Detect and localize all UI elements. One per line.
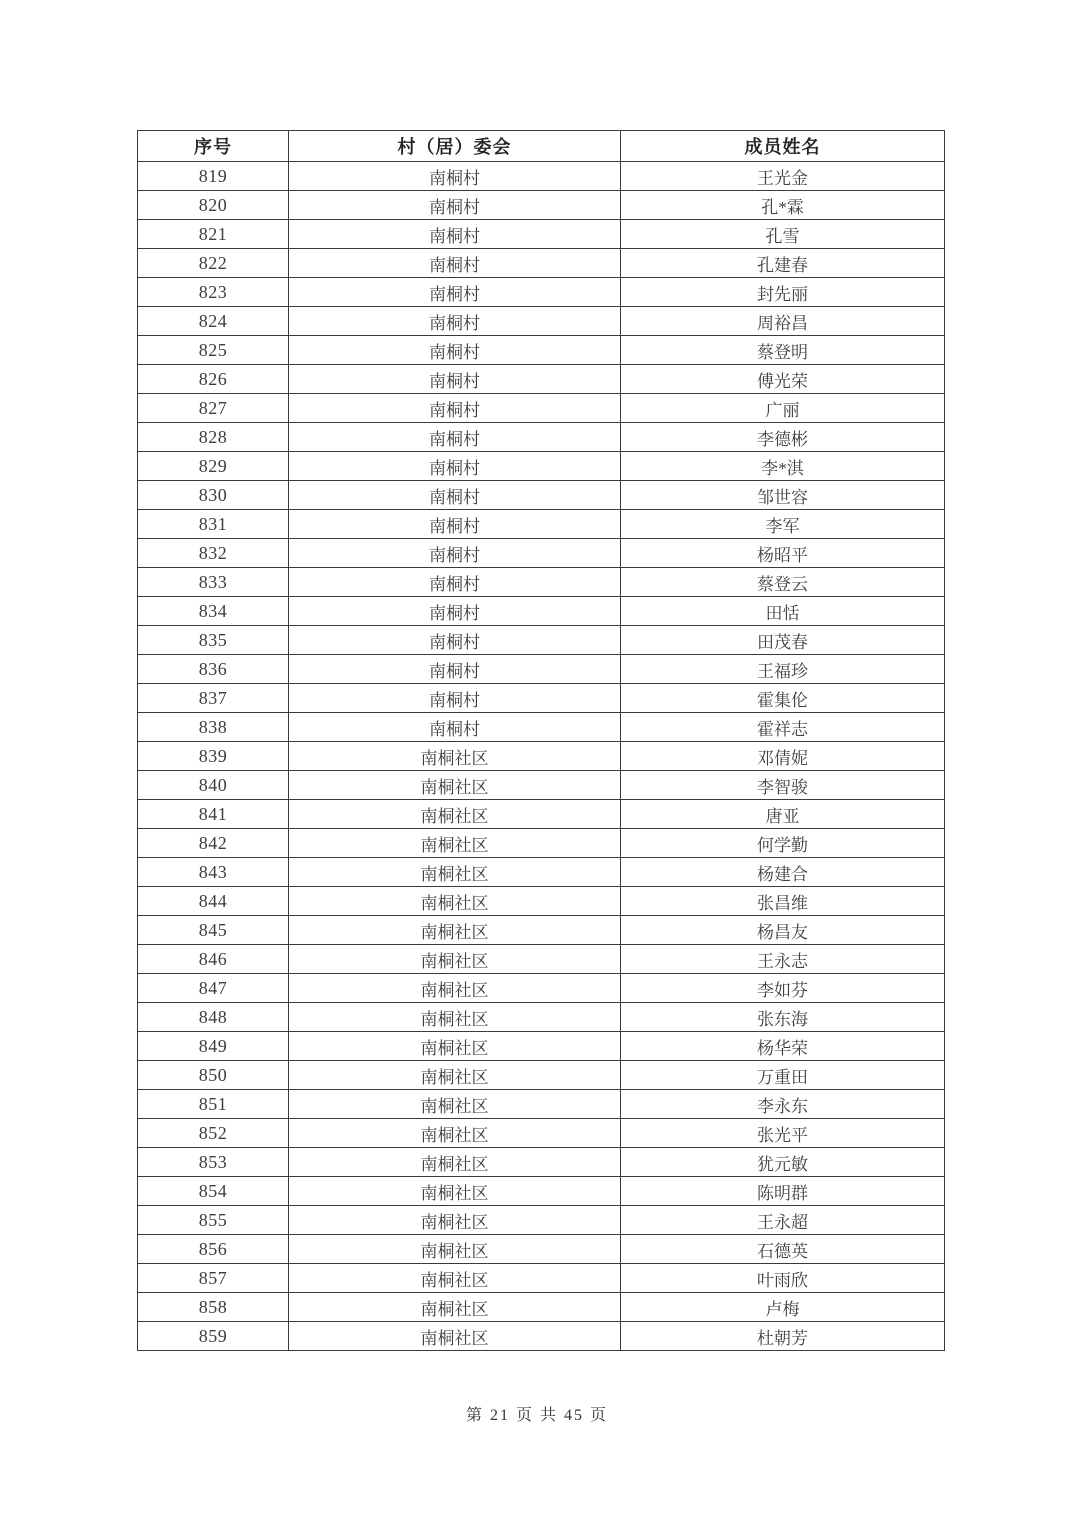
table-row [138, 1206, 945, 1235]
cell-serial-number: 822 [138, 249, 289, 278]
cell-serial-number: 855 [138, 1206, 289, 1235]
cell-member-name: 王永超 [621, 1206, 945, 1235]
cell-committee: 南桐社区 [289, 800, 621, 829]
table-row [138, 162, 945, 191]
cell-serial-number: 828 [138, 423, 289, 452]
cell-serial-number: 849 [138, 1032, 289, 1061]
table-row [138, 1293, 945, 1322]
cell-member-name: 田恬 [621, 597, 945, 626]
cell-serial-number: 826 [138, 365, 289, 394]
table-row [138, 945, 945, 974]
table-row [138, 829, 945, 858]
cell-serial-number: 837 [138, 684, 289, 713]
cell-serial-number: 853 [138, 1148, 289, 1177]
table-row [138, 916, 945, 945]
cell-member-name: 孔雪 [621, 220, 945, 249]
cell-committee: 南桐村 [289, 249, 621, 278]
cell-committee: 南桐村 [289, 191, 621, 220]
page-number-footer: 第 21 页 共 45 页 [465, 1407, 608, 1424]
cell-committee: 南桐社区 [289, 974, 621, 1003]
cell-committee: 南桐社区 [289, 1090, 621, 1119]
cell-member-name: 蔡登明 [621, 336, 945, 365]
cell-committee: 南桐村 [289, 423, 621, 452]
cell-serial-number: 832 [138, 539, 289, 568]
cell-committee: 南桐社区 [289, 858, 621, 887]
cell-serial-number: 859 [138, 1322, 289, 1351]
header-member-name: 成员姓名 [621, 131, 945, 162]
cell-committee: 南桐村 [289, 510, 621, 539]
cell-serial-number: 842 [138, 829, 289, 858]
table-row [138, 191, 945, 220]
table-row [138, 742, 945, 771]
cell-committee: 南桐村 [289, 365, 621, 394]
cell-serial-number: 854 [138, 1177, 289, 1206]
table-row [138, 1264, 945, 1293]
cell-member-name: 陈明群 [621, 1177, 945, 1206]
members-table [137, 130, 945, 1351]
cell-member-name: 卢梅 [621, 1293, 945, 1322]
cell-committee: 南桐社区 [289, 1061, 621, 1090]
table-row [138, 1119, 945, 1148]
cell-committee: 南桐社区 [289, 1148, 621, 1177]
cell-serial-number: 840 [138, 771, 289, 800]
table-row [138, 278, 945, 307]
cell-member-name: 唐亚 [621, 800, 945, 829]
cell-committee: 南桐社区 [289, 1003, 621, 1032]
table-row [138, 539, 945, 568]
cell-committee: 南桐村 [289, 597, 621, 626]
cell-member-name: 张东海 [621, 1003, 945, 1032]
cell-serial-number: 845 [138, 916, 289, 945]
cell-member-name: 杨华荣 [621, 1032, 945, 1061]
header-committee: 村（居）委会 [289, 131, 621, 162]
cell-serial-number: 852 [138, 1119, 289, 1148]
cell-committee: 南桐村 [289, 336, 621, 365]
table-row [138, 684, 945, 713]
table-row [138, 1235, 945, 1264]
table-header-row [138, 131, 945, 162]
cell-serial-number: 820 [138, 191, 289, 220]
table-row [138, 655, 945, 684]
table-row [138, 220, 945, 249]
table-row [138, 336, 945, 365]
cell-serial-number: 823 [138, 278, 289, 307]
table-row [138, 626, 945, 655]
cell-committee: 南桐社区 [289, 916, 621, 945]
table-row [138, 887, 945, 916]
cell-committee: 南桐村 [289, 481, 621, 510]
cell-member-name: 杨昭平 [621, 539, 945, 568]
cell-member-name: 广丽 [621, 394, 945, 423]
table-row [138, 365, 945, 394]
table-row [138, 1090, 945, 1119]
cell-member-name: 李*淇 [621, 452, 945, 481]
table-row [138, 423, 945, 452]
table-row [138, 1032, 945, 1061]
cell-member-name: 万重田 [621, 1061, 945, 1090]
cell-committee: 南桐社区 [289, 742, 621, 771]
cell-serial-number: 836 [138, 655, 289, 684]
table-row [138, 568, 945, 597]
cell-committee: 南桐社区 [289, 829, 621, 858]
table-row [138, 771, 945, 800]
cell-committee: 南桐村 [289, 452, 621, 481]
cell-member-name: 邹世容 [621, 481, 945, 510]
table-body [138, 162, 945, 1351]
cell-member-name: 石德英 [621, 1235, 945, 1264]
cell-committee: 南桐社区 [289, 1322, 621, 1351]
cell-committee: 南桐社区 [289, 1177, 621, 1206]
table-row [138, 307, 945, 336]
table-row [138, 452, 945, 481]
cell-serial-number: 857 [138, 1264, 289, 1293]
cell-member-name: 田茂春 [621, 626, 945, 655]
cell-member-name: 蔡登云 [621, 568, 945, 597]
cell-member-name: 李德彬 [621, 423, 945, 452]
cell-member-name: 李智骏 [621, 771, 945, 800]
cell-member-name: 叶雨欣 [621, 1264, 945, 1293]
cell-member-name: 张昌维 [621, 887, 945, 916]
cell-member-name: 李军 [621, 510, 945, 539]
cell-serial-number: 850 [138, 1061, 289, 1090]
table-row [138, 597, 945, 626]
cell-committee: 南桐社区 [289, 1206, 621, 1235]
cell-serial-number: 819 [138, 162, 289, 191]
table-row [138, 1003, 945, 1032]
cell-serial-number: 821 [138, 220, 289, 249]
table-row [138, 713, 945, 742]
table-row [138, 858, 945, 887]
cell-member-name: 王福珍 [621, 655, 945, 684]
cell-committee: 南桐社区 [289, 945, 621, 974]
cell-serial-number: 851 [138, 1090, 289, 1119]
cell-member-name: 封先丽 [621, 278, 945, 307]
cell-member-name: 犹元敏 [621, 1148, 945, 1177]
cell-committee: 南桐社区 [289, 1119, 621, 1148]
table-row [138, 1061, 945, 1090]
cell-member-name: 李永东 [621, 1090, 945, 1119]
cell-serial-number: 825 [138, 336, 289, 365]
cell-member-name: 杜朝芳 [621, 1322, 945, 1351]
cell-serial-number: 831 [138, 510, 289, 539]
cell-serial-number: 833 [138, 568, 289, 597]
cell-serial-number: 830 [138, 481, 289, 510]
table-row [138, 974, 945, 1003]
cell-serial-number: 846 [138, 945, 289, 974]
cell-member-name: 王光金 [621, 162, 945, 191]
cell-serial-number: 858 [138, 1293, 289, 1322]
cell-serial-number: 824 [138, 307, 289, 336]
table-row [138, 249, 945, 278]
cell-serial-number: 839 [138, 742, 289, 771]
cell-member-name: 何学勤 [621, 829, 945, 858]
cell-member-name: 周裕昌 [621, 307, 945, 336]
cell-committee: 南桐社区 [289, 1293, 621, 1322]
cell-serial-number: 841 [138, 800, 289, 829]
cell-member-name: 邓倩妮 [621, 742, 945, 771]
cell-committee: 南桐村 [289, 394, 621, 423]
table-row [138, 1177, 945, 1206]
cell-serial-number: 843 [138, 858, 289, 887]
table-row [138, 1322, 945, 1351]
table-row [138, 800, 945, 829]
cell-member-name: 王永志 [621, 945, 945, 974]
cell-committee: 南桐村 [289, 220, 621, 249]
cell-member-name: 孔*霖 [621, 191, 945, 220]
cell-committee: 南桐村 [289, 307, 621, 336]
header-serial-number: 序号 [138, 131, 289, 162]
cell-serial-number: 856 [138, 1235, 289, 1264]
cell-committee: 南桐村 [289, 684, 621, 713]
cell-committee: 南桐社区 [289, 1032, 621, 1061]
cell-committee: 南桐社区 [289, 887, 621, 916]
cell-committee: 南桐社区 [289, 1264, 621, 1293]
cell-committee: 南桐村 [289, 162, 621, 191]
cell-committee: 南桐村 [289, 568, 621, 597]
cell-member-name: 霍祥志 [621, 713, 945, 742]
cell-committee: 南桐社区 [289, 771, 621, 800]
cell-committee: 南桐村 [289, 539, 621, 568]
cell-committee: 南桐社区 [289, 1235, 621, 1264]
cell-member-name: 李如芬 [621, 974, 945, 1003]
cell-member-name: 杨建合 [621, 858, 945, 887]
cell-committee: 南桐村 [289, 626, 621, 655]
cell-committee: 南桐村 [289, 713, 621, 742]
cell-member-name: 傅光荣 [621, 365, 945, 394]
cell-serial-number: 827 [138, 394, 289, 423]
table-row [138, 481, 945, 510]
cell-serial-number: 847 [138, 974, 289, 1003]
cell-committee: 南桐村 [289, 655, 621, 684]
cell-serial-number: 844 [138, 887, 289, 916]
cell-serial-number: 835 [138, 626, 289, 655]
cell-member-name: 张光平 [621, 1119, 945, 1148]
table-row [138, 394, 945, 423]
cell-committee: 南桐村 [289, 278, 621, 307]
cell-serial-number: 838 [138, 713, 289, 742]
cell-member-name: 霍集伦 [621, 684, 945, 713]
cell-serial-number: 834 [138, 597, 289, 626]
table-row [138, 1148, 945, 1177]
cell-member-name: 杨昌友 [621, 916, 945, 945]
cell-serial-number: 829 [138, 452, 289, 481]
cell-serial-number: 848 [138, 1003, 289, 1032]
table-row [138, 510, 945, 539]
cell-member-name: 孔建春 [621, 249, 945, 278]
